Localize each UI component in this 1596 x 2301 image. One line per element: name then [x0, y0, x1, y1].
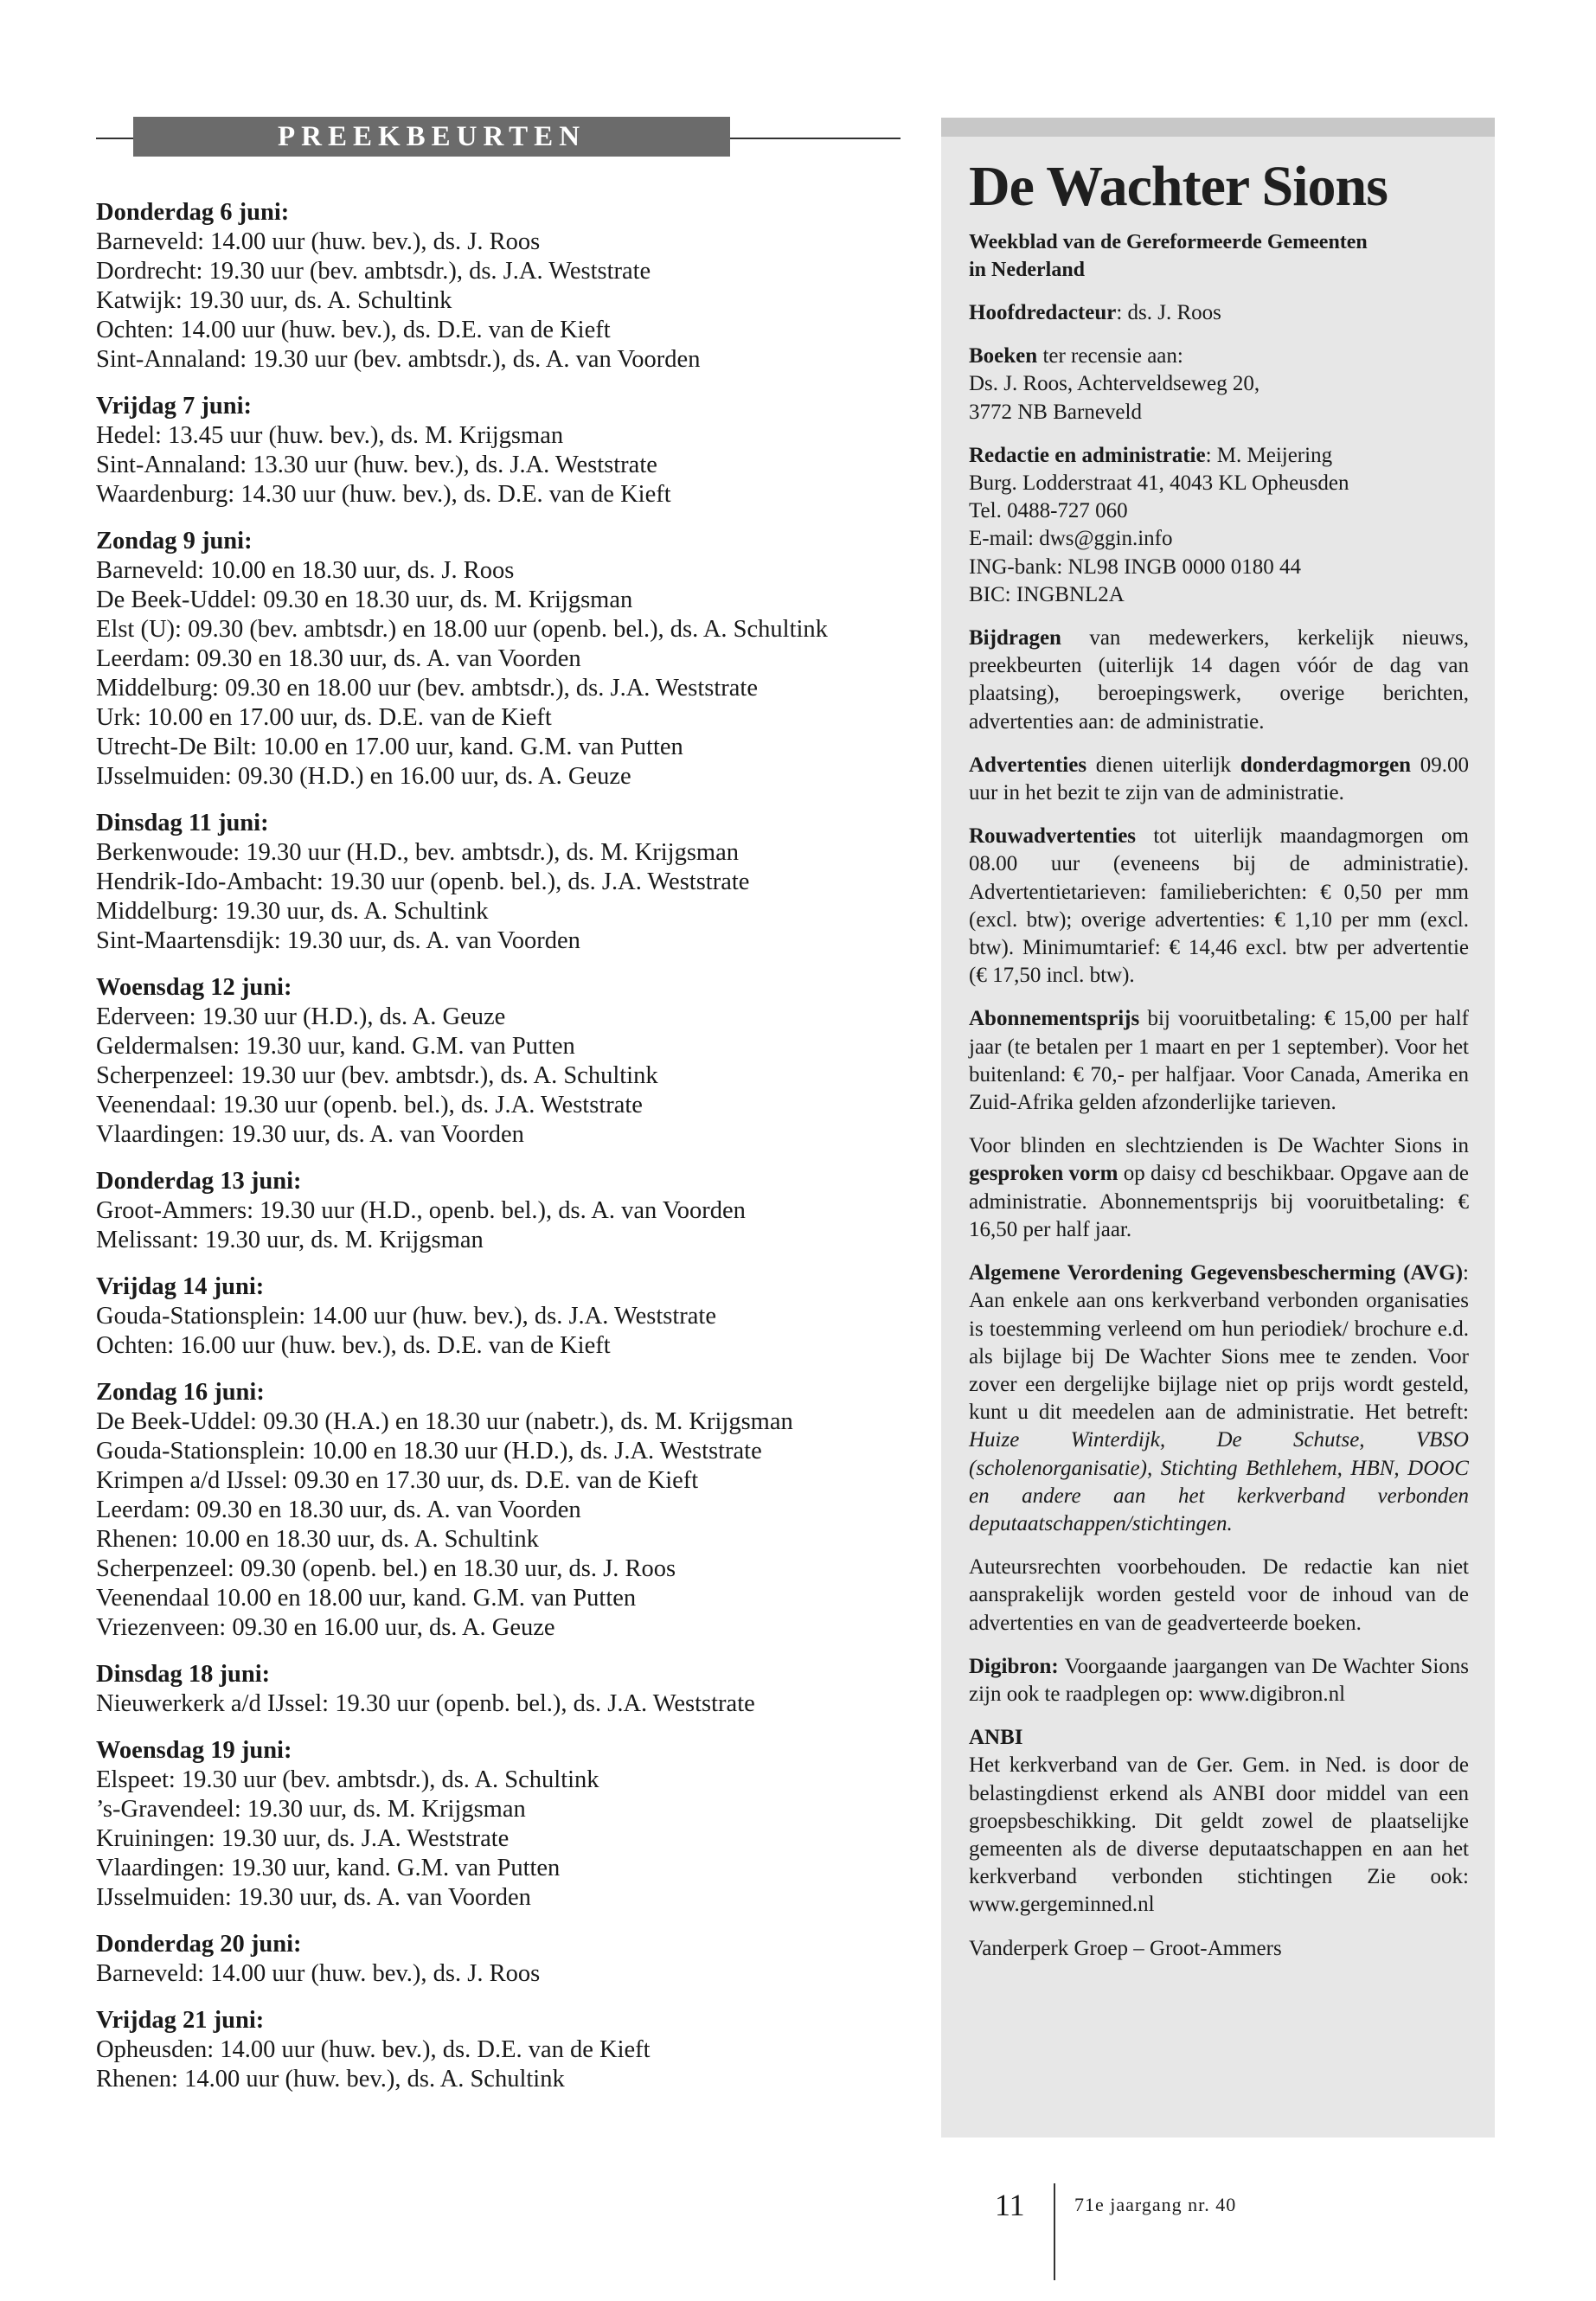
service-entry: Urk: 10.00 en 17.00 uur, ds. D.E. van de Kieft — [96, 704, 552, 731]
blinden-paragraph — [969, 1132, 1469, 1244]
subtitle-line: Weekblad van de Gereformeerde Gemeenten — [969, 231, 1368, 253]
avg-label: Algemene Verordening Gegevensbescherming (AVG) — [969, 1261, 1464, 1285]
day-title: Donderdag 6 juni: — [96, 199, 290, 226]
bijdragen-paragraph — [969, 625, 1469, 736]
redactie-paragraph — [969, 442, 1469, 609]
service-entry: Dordrecht: 19.30 uur (bev. ambtsdr.), ds. J.A. Weststrate — [96, 258, 651, 285]
digibron-label: Digibron: — [969, 1654, 1059, 1678]
service-entry: Middelburg: 09.30 en 18.00 uur (bev. ambtsdr.), ds. J.A. Weststrate — [96, 675, 759, 702]
boeken-paragraph — [969, 343, 1469, 426]
advertenties-deadline: donderdagmorgen — [1240, 753, 1412, 777]
heading-rule-right — [730, 138, 901, 139]
avg-text: : Aan enkele aan ons kerkverband verbonden organisaties is toestemming verleend om hun periodiek/ brochure e.d. als bijlage bij De Wachter Sions mee te zenden. Voor zover een dergelijke bijlage niet op prijs wordt gesteld, kunt u dit meedelen aan de administratie. Het betreft: — [969, 1261, 1469, 1425]
anbi-label: ANBI — [969, 1726, 1023, 1750]
service-entry: Rhenen: 14.00 uur (huw. bev.), ds. A. Schultink — [96, 2066, 565, 2093]
redactie-line: BIC: INGBNL2A — [969, 582, 1125, 606]
advertenties-text: dienen uiterlijk — [1086, 753, 1240, 777]
boeken-line: Ds. J. Roos, Achterveldseweg 20, — [969, 372, 1260, 396]
service-entry: Hendrik-Ido-Ambacht: 19.30 uur (openb. bel.), ds. J.A. Weststrate — [96, 868, 750, 895]
service-entry: Utrecht-De Bilt: 10.00 en 17.00 uur, kand. G.M. van Putten — [96, 734, 683, 760]
service-entry: Melissant: 19.30 uur, ds. M. Krijgsman — [96, 1227, 484, 1253]
section-heading: PREEKBEURTEN — [133, 117, 730, 157]
day-group — [96, 392, 901, 510]
day-group — [96, 1930, 901, 1989]
volume-issue: 71e jaargang nr. 40 — [1074, 2194, 1237, 2215]
abonnement-text: bij vooruitbetaling: € 15,00 per half jaar (te betalen per 1 maart en per 1 september). Voor het buitenland: € 70,- per halfjaar. Voor Canada, Amerika en Zuid-Afrika gelden afzonderlijke tarieven. — [969, 1007, 1469, 1115]
service-entry: Ochten: 14.00 uur (huw. bev.), ds. D.E. van de Kieft — [96, 317, 611, 343]
service-entry: Krimpen a/d IJssel: 09.30 en 17.30 uur, ds. D.E. van de Kieft — [96, 1467, 699, 1494]
service-entry: IJsselmuiden: 09.30 (H.D.) en 16.00 uur, ds. A. Geuze — [96, 763, 631, 790]
service-entry: IJsselmuiden: 19.30 uur, ds. A. van Voorden — [96, 1884, 531, 1911]
service-entry: Berkenwoude: 19.30 uur (H.D., bev. ambtsdr.), ds. M. Krijgsman — [96, 839, 740, 866]
day-group — [96, 1660, 901, 1719]
service-entry: Vlaardingen: 19.30 uur, kand. G.M. van Putten — [96, 1855, 561, 1881]
service-entry: Opheusden: 14.00 uur (huw. bev.), ds. D.E. van de Kieft — [96, 2036, 651, 2063]
day-title: Vrijdag 21 juni: — [96, 2007, 265, 2034]
day-group — [96, 1167, 901, 1255]
day-group — [96, 198, 901, 375]
service-entry: Groot-Ammers: 19.30 uur (H.D., openb. bel.), ds. A. van Voorden — [96, 1197, 746, 1224]
advertenties-text: 09.00 uur in het bezit te zijn van de administratie. — [969, 753, 1470, 805]
anbi-text: Het kerkverband van de Ger. Gem. in Ned. is door de belastingdienst erkend als ANBI door middel van een groepsbeschikking. Dit geldt zowel de plaatselijke gemeenten als de diverse deputaatschappen en aan het kerkverband verbonden stichtingen Zie ook: www.gergeminned.nl — [969, 1753, 1469, 1917]
service-entry: Veenendaal: 19.30 uur (openb. bel.), ds. J.A. Weststrate — [96, 1092, 643, 1118]
schedule-list — [96, 198, 901, 2094]
service-entry: Leerdam: 09.30 en 18.30 uur, ds. A. van Voorden — [96, 1497, 581, 1523]
day-title: Donderdag 13 juni: — [96, 1168, 302, 1195]
service-entry: Kruiningen: 19.30 uur, ds. J.A. Weststrate — [96, 1825, 510, 1852]
printer-paragraph: Vanderperk Groep – Groot-Ammers — [969, 1936, 1282, 1960]
service-entry: Middelburg: 19.30 uur, ds. A. Schultink — [96, 898, 489, 925]
subtitle-line: in Nederland — [969, 259, 1086, 281]
abonnement-paragraph — [969, 1005, 1469, 1117]
day-title: Donderdag 20 juni: — [96, 1931, 302, 1958]
service-entry: Nieuwerkerk a/d IJssel: 19.30 uur (openb. bel.), ds. J.A. Weststrate — [96, 1690, 755, 1717]
day-group — [96, 2006, 901, 2094]
day-group — [96, 809, 901, 956]
hoofdredacteur-label: Hoofdredacteur — [969, 301, 1117, 324]
auteursrechten-paragraph: Auteursrechten voorbehouden. De redactie kan niet aansprakelijk worden gesteld voor de inhoud van de advertenties en van de geadverteerde boeken. — [969, 1555, 1469, 1635]
anbi-paragraph — [969, 1724, 1469, 1919]
blinden-bold: gesproken vorm — [969, 1162, 1118, 1186]
service-entry: De Beek-Uddel: 09.30 (H.A.) en 18.30 uur (nabetr.), ds. M. Krijgsman — [96, 1408, 793, 1435]
digibron-text: Voorgaande jaargangen van De Wachter Sions zijn ook te raadplegen op: www.digibron.nl — [969, 1654, 1469, 1706]
day-group — [96, 527, 901, 792]
service-entry: Elst (U): 09.30 (bev. ambtsdr.) en 18.00 uur (openb. bel.), ds. A. Schultink — [96, 616, 828, 643]
page-number: 11 — [995, 2188, 1025, 2222]
redactie-line: ING-bank: NL98 INGB 0000 0180 44 — [969, 554, 1301, 579]
service-entry: Scherpenzeel: 19.30 uur (bev. ambtsdr.), ds. A. Schultink — [96, 1062, 658, 1089]
service-entry: Barneveld: 14.00 uur (huw. bev.), ds. J. Roos — [96, 1960, 541, 1987]
day-group — [96, 1272, 901, 1361]
day-title: Dinsdag 18 juni: — [96, 1661, 271, 1688]
boeken-label: Boeken — [969, 344, 1038, 369]
service-entry: Katwijk: 19.30 uur, ds. A. Schultink — [96, 287, 452, 314]
avg-italic: Huize Winterdijk, De Schutse, VBSO (scholenorganisatie), Stichting Bethlehem, HBN, DOOC en andere aan het kerkverband verbonden deputaatschappen/stichtingen. — [969, 1428, 1469, 1535]
boeken-line: 3772 NB Barneveld — [969, 400, 1142, 424]
redactie-line: Tel. 0488-727 060 — [969, 499, 1128, 523]
service-entry: Geldermalsen: 19.30 uur, kand. G.M. van Putten — [96, 1033, 575, 1060]
masthead-title: De Wachter Sions — [969, 155, 1388, 218]
redactie-line: E-mail: dws@ggin.info — [969, 527, 1173, 551]
service-entry: Veenendaal 10.00 en 18.00 uur, kand. G.M. van Putten — [96, 1585, 637, 1612]
service-entry: ’s-Gravendeel: 19.30 uur, ds. M. Krijgsman — [96, 1796, 526, 1823]
digibron-paragraph — [969, 1653, 1469, 1708]
hoofdredacteur-paragraph — [969, 299, 1469, 327]
service-entry: Barneveld: 14.00 uur (huw. bev.), ds. J. Roos — [96, 228, 541, 255]
service-entry: Gouda-Stationsplein: 10.00 en 18.30 uur (H.D.), ds. J.A. Weststrate — [96, 1438, 762, 1465]
day-group — [96, 1378, 901, 1643]
redactie-label: Redactie en administratie — [969, 443, 1206, 467]
rouwadvertenties-text: tot uiterlijk maandagmorgen om 08.00 uur (eveneens bij de administratie). Advertentietarieven: familieberichten: € 0,50 per mm (excl. btw); overige advertenties: € 1,10 per mm (excl. btw). Minimumtarief: € 14,46 excl. btw per advertentie (€ 17,50 incl. btw). — [969, 824, 1469, 988]
avg-paragraph — [969, 1259, 1469, 1538]
service-entry: Sint-Annaland: 19.30 uur (bev. ambtsdr.), ds. A. van Voorden — [96, 346, 701, 373]
day-title: Zondag 16 juni: — [96, 1379, 265, 1406]
day-title: Woensdag 12 juni: — [96, 974, 292, 1001]
service-entry: Barneveld: 10.00 en 18.30 uur, ds. J. Roos — [96, 557, 515, 584]
day-title: Zondag 9 juni: — [96, 528, 253, 554]
day-title: Woensdag 19 juni: — [96, 1737, 292, 1764]
service-entry: Elspeet: 19.30 uur (bev. ambtsdr.), ds. A. Schultink — [96, 1766, 599, 1793]
blinden-text: op daisy cd beschikbaar. Opgave aan de administratie. Abonnementsprijs bij vooruitbetaling: € 16,50 per half jaar. — [969, 1162, 1469, 1241]
advertenties-label: Advertenties — [969, 753, 1087, 777]
day-title: Vrijdag 7 juni: — [96, 393, 252, 420]
service-entry: Vlaardingen: 19.30 uur, ds. A. van Voorden — [96, 1121, 524, 1148]
service-entry: Leerdam: 09.30 en 18.30 uur, ds. A. van Voorden — [96, 645, 581, 672]
footer-divider — [1054, 2183, 1055, 2280]
service-entry: Rhenen: 10.00 en 18.30 uur, ds. A. Schultink — [96, 1526, 539, 1553]
masthead-subtitle — [969, 228, 1469, 284]
service-entry: Waardenburg: 14.30 uur (huw. bev.), ds. D.E. van de Kieft — [96, 481, 671, 508]
advertenties-paragraph — [969, 752, 1469, 807]
service-entry: Gouda-Stationsplein: 14.00 uur (huw. bev.), ds. J.A. Weststrate — [96, 1303, 716, 1330]
heading-rule-left — [96, 138, 138, 139]
service-entry: Ochten: 16.00 uur (huw. bev.), ds. D.E. van de Kieft — [96, 1332, 611, 1359]
redactie-line: Burg. Lodderstraat 41, 4043 KL Opheusden — [969, 471, 1349, 496]
day-group — [96, 973, 901, 1150]
blinden-text: Voor blinden en slechtzienden is De Wachter Sions in — [969, 1134, 1469, 1158]
day-title: Dinsdag 11 juni: — [96, 810, 269, 836]
colophon-box — [941, 118, 1495, 2138]
service-entry: Ederveen: 19.30 uur (H.D.), ds. A. Geuze — [96, 1003, 506, 1030]
service-entry: Vriezenveen: 09.30 en 16.00 uur, ds. A. Geuze — [96, 1614, 555, 1641]
preekbeurten-column — [96, 115, 901, 2094]
service-entry: De Beek-Uddel: 09.30 en 18.30 uur, ds. M. Krijgsman — [96, 586, 633, 613]
day-title: Vrijdag 14 juni: — [96, 1273, 265, 1300]
section-heading-row — [96, 115, 901, 158]
rouwadvertenties-paragraph — [969, 823, 1469, 990]
boeken-line: ter recensie aan: — [1037, 344, 1183, 369]
day-group — [96, 1736, 901, 1913]
service-entry: Sint-Maartensdijk: 19.30 uur, ds. A. van Voorden — [96, 927, 580, 954]
service-entry: Scherpenzeel: 09.30 (openb. bel.) en 18.30 uur, ds. J. Roos — [96, 1555, 676, 1582]
hoofdredacteur-value: : ds. J. Roos — [1116, 301, 1221, 324]
redactie-line: : M. Meijering — [1205, 443, 1333, 467]
abonnement-label: Abonnementsprijs — [969, 1007, 1140, 1031]
bijdragen-text: van medewerkers, kerkelijk nieuws, preekbeurten (uiterlijk 14 dagen vóór de dag van plaatsing), beroepingswerk, overige berichten, advertenties aan: de administratie. — [969, 626, 1469, 734]
service-entry: Hedel: 13.45 uur (huw. bev.), ds. M. Krijgsman — [96, 422, 564, 449]
service-entry: Sint-Annaland: 13.30 uur (huw. bev.), ds. J.A. Weststrate — [96, 452, 657, 478]
bijdragen-label: Bijdragen — [969, 626, 1061, 651]
rouwadvertenties-label: Rouwadvertenties — [969, 824, 1137, 849]
